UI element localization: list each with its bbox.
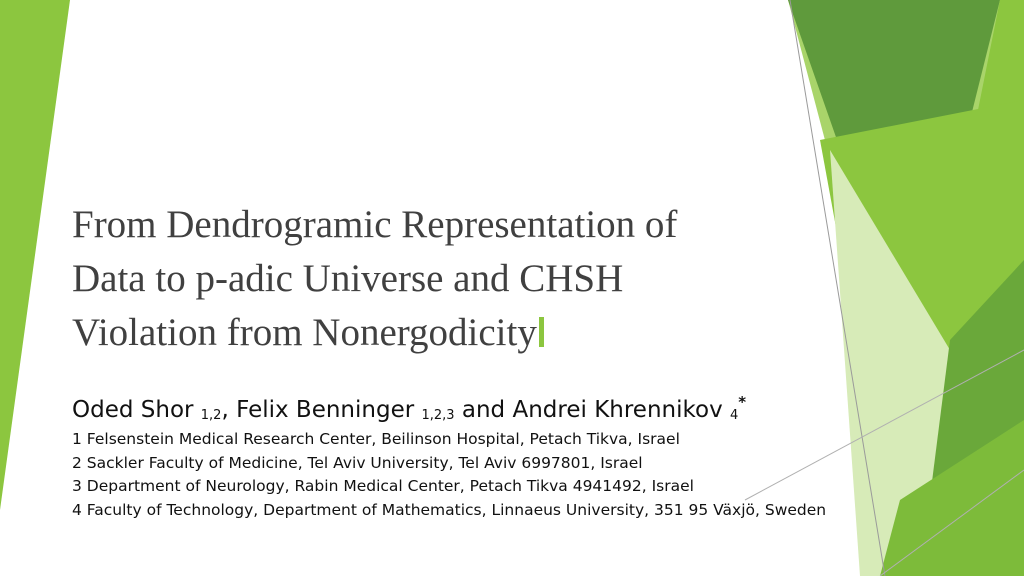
author-1-affiliation: 1,2 [200,408,222,423]
author-2-affiliation: 1,2,3 [421,408,455,423]
affiliation-1: 1 Felsenstein Medical Research Center, Beilinson Hospital, Petach Tikva, Israel [72,430,680,448]
title-line-3-text: Violation from Nonergodicity [72,311,537,354]
corresponding-author-mark: * [738,393,747,411]
title-line-1: From Dendrogramic Representation of [72,203,678,246]
affiliation-4: 4 Faculty of Technology, Department of Mathematics, Linnaeus University, 351 95 Växjö, Sweden [72,500,827,519]
author-line [72,393,746,423]
left-green-wedge [0,0,70,510]
affiliation-list [72,428,826,522]
author-3-name: Andrei Khrennikov [512,397,723,423]
author-2-name: Felix Benninger [236,397,415,423]
affiliation-2: 2 Sackler Faculty of Medicine, Tel Aviv University, Tel Aviv 6997801, Israel [72,453,643,472]
author-separator-2: and [454,397,513,423]
text-cursor-mark [539,317,544,347]
title-line-2: Data to p-adic Universe and CHSH [72,257,624,300]
author-3-affiliation: 4 [730,408,739,423]
author-1-name: Oded Shor [72,397,194,423]
slide-title [72,198,832,360]
affiliation-3: 3 Department of Neurology, Rabin Medical Center, Petach Tikva 4941492, Israel [72,477,694,495]
author-separator-1: , [221,397,237,423]
title-line-3 [72,306,832,360]
